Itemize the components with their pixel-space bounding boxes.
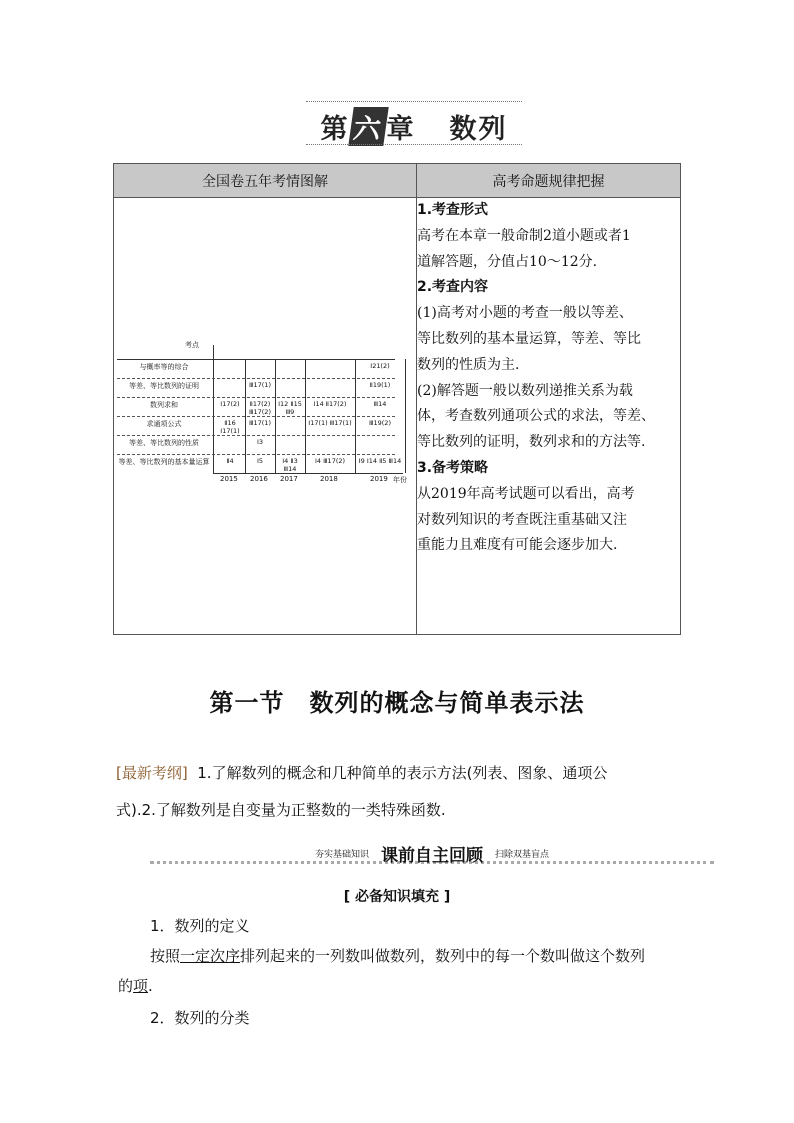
col-rule — [305, 435, 306, 454]
data-cell: Ⅰ4 Ⅱ3 Ⅲ14 — [282, 457, 298, 473]
data-cell: Ⅰ14 Ⅱ17(2) — [313, 400, 347, 408]
column-header-patterns: 高考命题规律把握 — [417, 164, 681, 198]
text-line: 道解答题，分值占10～12分. — [417, 253, 598, 270]
row-rule — [117, 359, 395, 360]
y-axis-label: 考点 — [185, 341, 199, 349]
chapter-number: 六 — [348, 107, 388, 146]
syllabus-line-2: 式).2.了解数列是自变量为正整数的一类特殊函数. — [116, 801, 446, 819]
data-cell: Ⅱ17(2) Ⅲ17(2) — [249, 400, 271, 416]
band-left-text: 夯实基础知识 — [314, 850, 369, 860]
col-rule — [275, 359, 276, 378]
data-cell: Ⅰ3 — [256, 438, 264, 446]
row-rule — [117, 454, 395, 455]
row-topic-label: 求通项公式 — [146, 420, 182, 428]
data-cell: Ⅰ12 Ⅱ15 Ⅲ9 — [278, 400, 302, 416]
col-rule — [355, 435, 356, 454]
data-cell: Ⅱ4 — [226, 457, 234, 465]
underlined-term: 项 — [133, 977, 149, 995]
exam-topic-chart — [117, 341, 413, 487]
text-line: 数列的性质为主. — [417, 356, 520, 373]
x-axis — [213, 473, 403, 474]
data-cell: Ⅰ17(2) — [220, 400, 240, 408]
section-band — [150, 841, 714, 864]
col-rule — [405, 359, 406, 378]
syllabus-tag: [最新考纲] — [116, 764, 188, 782]
item-2-title: 2．数列的分类 — [150, 1009, 250, 1027]
pattern-text-cell — [417, 198, 681, 635]
heading-form: 1.考查形式 — [417, 202, 489, 218]
row-rule — [117, 416, 395, 417]
col-rule — [305, 378, 306, 397]
chapter-title — [306, 107, 522, 146]
data-cell: Ⅲ17(1) — [249, 419, 271, 427]
syllabus-text-1: 1.了解数列的概念和几种简单的表示方法(列表、图象、通项公 — [197, 764, 608, 782]
chapter-suffix: 章 — [386, 114, 416, 145]
data-cell: Ⅰ9 Ⅰ14 Ⅱ5 Ⅲ14 — [358, 457, 402, 465]
data-cell: Ⅲ14 — [373, 400, 387, 408]
year-label: 2016 — [250, 475, 268, 483]
chapter-top-rule — [306, 101, 522, 102]
item-1-body — [150, 945, 710, 966]
col-rule — [275, 378, 276, 397]
text-line: 高考在本章一般命制2道小题或者1 — [417, 227, 631, 244]
col-rule — [405, 378, 406, 397]
text: 排列起来的一列数叫做数列，数列中的每一个数叫做这个数列 — [240, 947, 646, 965]
x-axis-label: 年份 — [393, 476, 407, 484]
year-label: 2018 — [320, 475, 338, 483]
col-rule — [405, 435, 406, 454]
syllabus-line-1 — [116, 762, 712, 783]
year-label: 2015 — [220, 475, 238, 483]
text-line: (1)高考对小题的考查一般以等差、 — [417, 305, 633, 322]
heading-strategy: 3.备考策略 — [417, 459, 489, 476]
chapter-prefix: 第 — [320, 114, 350, 145]
col-rule — [405, 454, 406, 473]
row-topic-label: 等差、等比数列的证明 — [129, 382, 199, 390]
text-line: 等比数列的基本量运算，等差、等比 — [417, 330, 641, 347]
chapter-bottom-rule — [306, 144, 522, 145]
data-cell: Ⅰ4 Ⅲ17(2) — [314, 457, 346, 465]
data-cell: Ⅰ21(2) — [370, 362, 390, 370]
knowledge-box-title: [ 必备知识填充 ] — [343, 889, 451, 905]
text-line: 从2019年高考试题可以看出，高考 — [417, 485, 635, 502]
row-topic-label: 等差、等比数列的基本量运算 — [118, 458, 210, 466]
text-line: 体，考查数列通项公式的求法，等差、 — [417, 408, 655, 425]
section-title: 第一节 数列的概念与简单表示法 — [209, 689, 585, 717]
col-rule — [405, 416, 406, 435]
band-right-text: 扫除双基盲点 — [495, 850, 550, 860]
text: 按照 — [150, 947, 181, 965]
row-rule — [117, 378, 395, 379]
underlined-term: 一定次序 — [180, 947, 241, 965]
item-1-body-cont — [118, 975, 714, 996]
data-cell: Ⅱ19(1) — [369, 381, 391, 389]
col-rule — [405, 397, 406, 416]
data-cell: Ⅲ19(2) — [369, 419, 391, 427]
text-line: 对数列知识的考查既注重基础又注 — [417, 511, 627, 528]
col-rule — [245, 359, 246, 378]
year-label: 2019 — [370, 475, 388, 483]
item-1-title: 1．数列的定义 — [150, 917, 250, 935]
row-topic-label: 等差、等比数列的性质 — [129, 439, 199, 447]
row-rule — [117, 435, 395, 436]
chapter-header — [306, 101, 522, 145]
data-cell: Ⅱ16 Ⅰ17(1) — [220, 419, 240, 435]
band-title: 课前自主回顾 — [381, 846, 483, 866]
col-rule — [275, 435, 276, 454]
data-cell: Ⅰ5 — [256, 457, 264, 465]
heading-content: 2.考查内容 — [417, 279, 489, 296]
chapter-name: 数列 — [449, 114, 508, 145]
data-cell: Ⅲ17(1) — [249, 381, 271, 389]
text-line: 等比数列的证明，数列求和的方法等. — [417, 434, 646, 451]
col-rule — [275, 416, 276, 435]
row-topic-label: 数列求和 — [150, 401, 178, 409]
text: . — [148, 977, 153, 995]
data-cell: Ⅰ17(1) Ⅲ17(1) — [308, 419, 352, 427]
text-line: (2)解答题一般以数列递推关系为载 — [417, 382, 633, 399]
row-rule — [117, 397, 395, 398]
year-label: 2017 — [280, 475, 298, 483]
col-rule — [305, 359, 306, 378]
row-topic-label: 与概率等的综合 — [139, 363, 189, 371]
exam-overview-table — [113, 163, 681, 635]
exam-chart-cell — [114, 198, 417, 635]
column-header-analysis: 全国卷五年考情图解 — [114, 164, 417, 198]
text: 的 — [118, 977, 134, 995]
text-line: 重能力且难度有可能会逐步加大. — [417, 537, 618, 554]
